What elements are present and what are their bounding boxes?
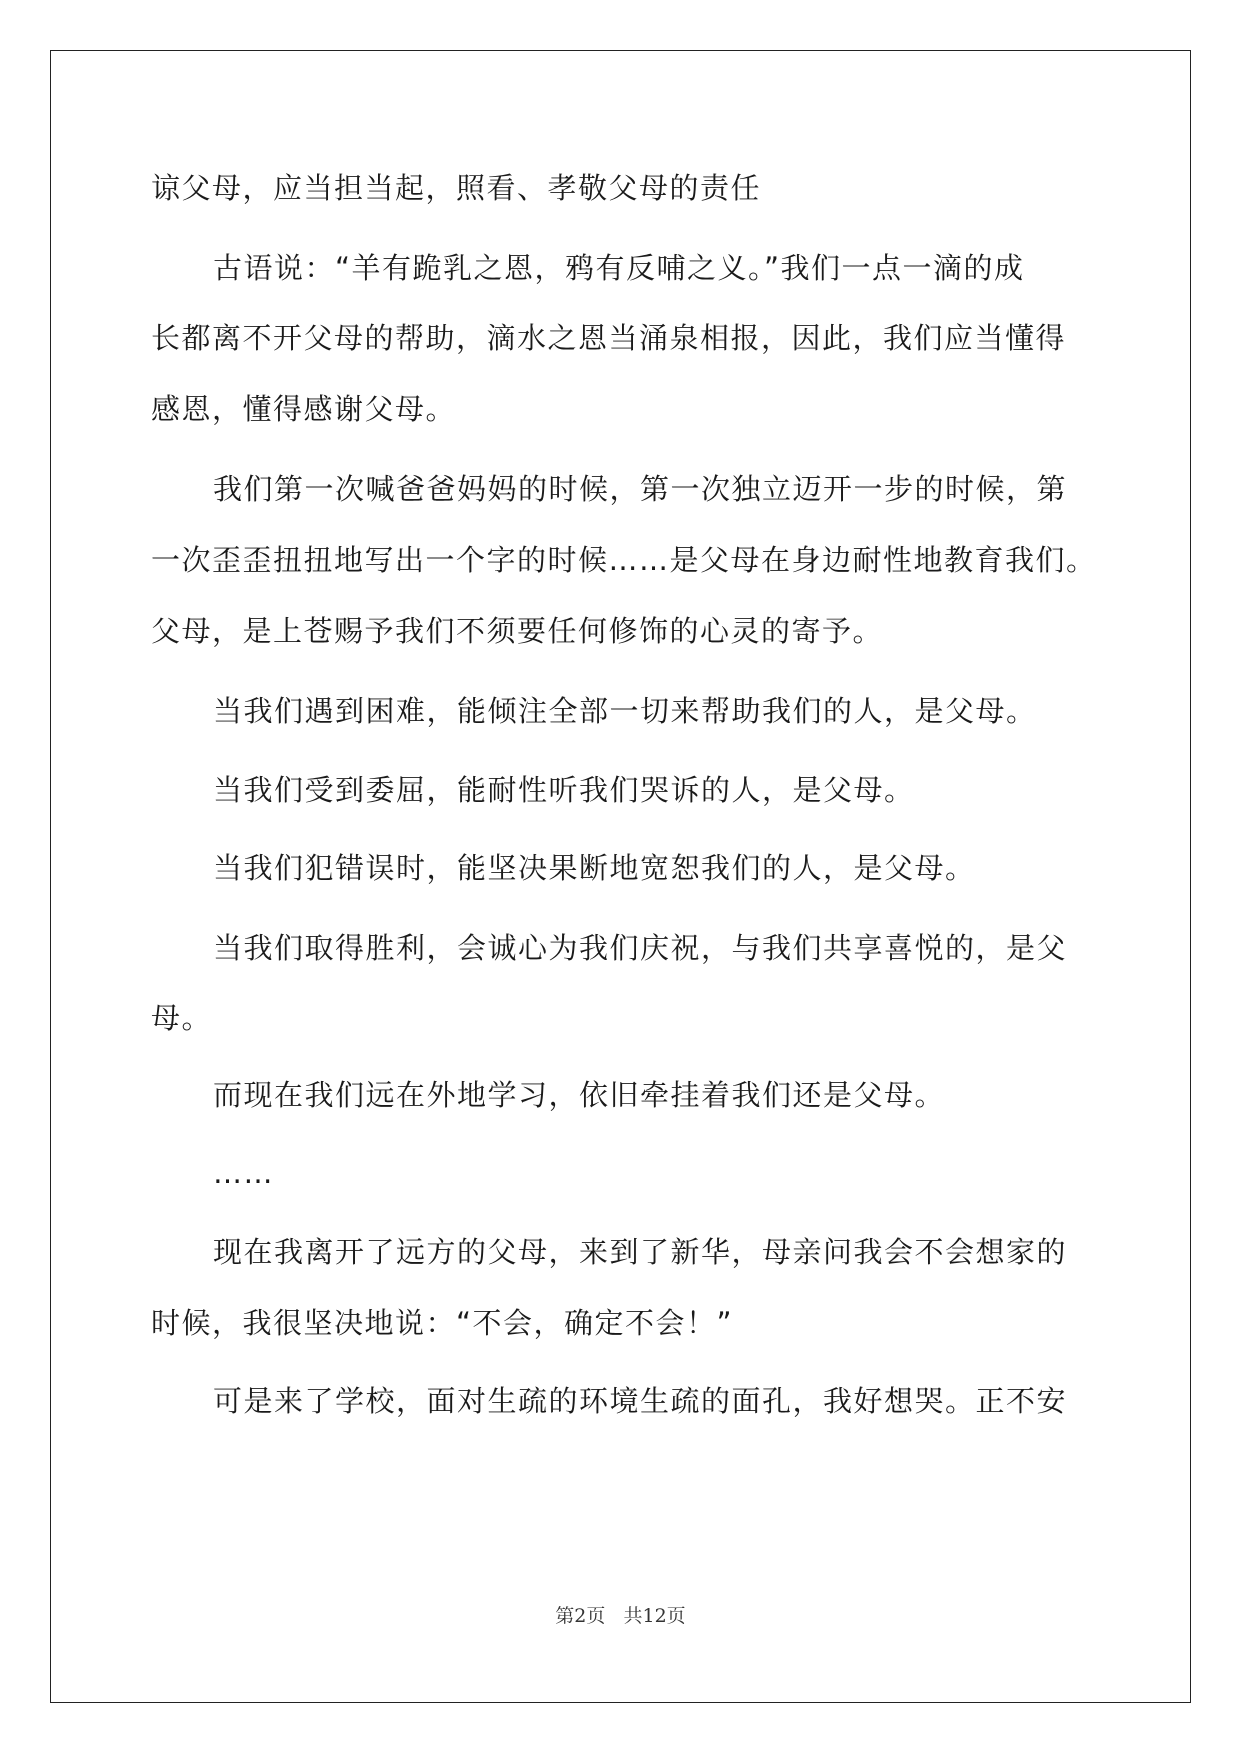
text-line: 母。 xyxy=(151,1001,213,1035)
text-line: 当我们受到委屈，能耐性听我们哭诉的人，是父母。 xyxy=(213,773,915,807)
text-line: 可是来了学校，面对生疏的环境生疏的面孔，我好想哭。正不安 xyxy=(213,1384,1068,1418)
text-line: 父母，是上苍赐予我们不须要任何修饰的心灵的寄予。 xyxy=(151,614,884,648)
text-line: 时候，我很坚决地说：“不会，确定不会！” xyxy=(151,1306,734,1340)
text-line: 而现在我们远在外地学习，依旧牵挂着我们还是父母。 xyxy=(213,1078,946,1112)
text-line: 感恩，懂得感谢父母。 xyxy=(151,392,457,426)
text-line: 古语说：“羊有跪乳之恩，鸦有反哺之义。”我们一点一滴的成 xyxy=(213,251,1025,285)
page-number-footer: 第2页 共12页 xyxy=(555,1605,686,1627)
text-line: 一次歪歪扭扭地写出一个字的时候……是父母在身边耐性地教育我们。 xyxy=(151,543,1097,577)
text-line: 谅父母，应当担当起，照看、孝敬父母的责任 xyxy=(151,171,762,205)
text-line: 我们第一次喊爸爸妈妈的时候，第一次独立迈开一步的时候，第 xyxy=(213,472,1068,506)
text-line: 现在我离开了远方的父母，来到了新华，母亲问我会不会想家的 xyxy=(213,1235,1068,1269)
text-line: 当我们取得胜利，会诚心为我们庆祝，与我们共享喜悦的，是父 xyxy=(213,931,1068,965)
text-line: 长都离不开父母的帮助，滴水之恩当涌泉相报，因此，我们应当懂得 xyxy=(151,321,1067,355)
text-line: 当我们犯错误时，能坚决果断地宽恕我们的人，是父母。 xyxy=(213,851,976,885)
text-line: …… xyxy=(213,1156,274,1190)
text-line: 当我们遇到困难，能倾注全部一切来帮助我们的人，是父母。 xyxy=(213,694,1037,728)
